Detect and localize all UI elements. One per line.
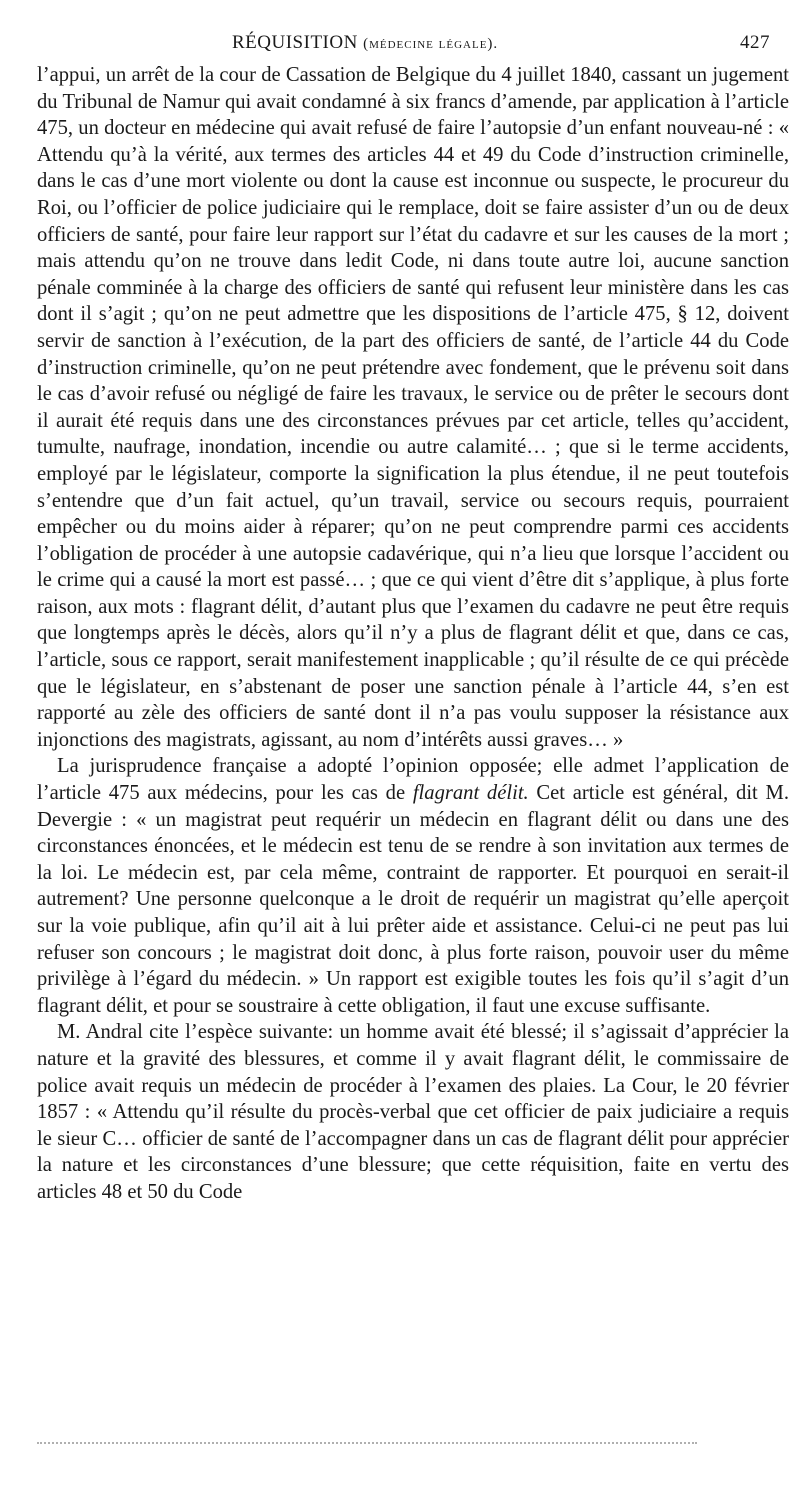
paragraph-3: M. Andral cite l’espèce suivante: un homme avait été blessé; il s’agissait d’apprécier la nature et la gravité des blessures, et comme il y avait flagrant délit, le commissaire de police avait requis un médecin de procéder à l’examen des plaies. La Cour, le 20 février 1857 : « Attendu qu’il résulte du procès-verbal que cet officier de paix judiciaire a requis le sieur C… officier de santé de l’accompagner dans un cas de flagrant délit pour apprécier la nature et les circonstances d’une blessure; que cette réquisition, faite en vertu des articles 48 et 50 du Code <box>37 1021 789 1203</box>
page-number: 427 <box>740 32 770 53</box>
scan-artifact-dots <box>37 1442 697 1448</box>
paragraph-2: La jurisprudence française a adopté l’opinion opposée; elle admet l’application de l’article 475 aux médecins, pour les cas de flagrant délit. Cet article est général, dit M. Devergie : « un magistrat peut requérir un médecin en flagrant délit ou dans une des circonstances énoncées, et le médecin est tenu de se rendre à son invitation aux termes de la loi. Le médecin est, par cela même, contraint de rapporter. Et pourquoi en serait-il autrement? Une personne quelconque a le droit de requérir un magistrat qu’elle aperçoit sur la voie publique, afin qu’il ait à lui prêter aide et assistance. Celui-ci ne peut pas lui refuser son concours ; le magistrat doit donc, à plus forte raison, pouvoir user du même privilège à l’égard du médecin. » Un rapport est exigible toutes les fois qu’il s’agit d’un flagrant délit, et pour se soustraire à cette obligation, il faut une excuse suffisante. <box>37 755 789 1017</box>
running-head-subtitle: (médecine légale). <box>363 36 499 52</box>
body-text <box>37 62 789 1206</box>
italic-phrase: flagrant délit. <box>412 782 529 805</box>
paragraph-1: l’appui, un arrêt de la cour de Cassation de Belgique du 4 juillet 1840, cassant un jugement du Tribunal de Namur qui avait condamné à six francs d’amende, par application à l’article 475, un docteur en médecine qui avait refusé de faire l’autopsie d’un enfant nouveau-né : « Attendu qu’à la vérité, aux termes des articles 44 et 49 du Code d’instruction criminelle, dans le cas d’une mort violente ou dont la cause est inconnue ou suspecte, le procureur du Roi, ou l’officier de police judiciaire qui le remplace, doit se faire assister d’un ou de deux officiers de santé, pour faire leur rapport sur l’état du cadavre et sur les causes de la mort ; mais attendu qu’on ne trouve dans ledit Code, ni dans toute autre loi, aucune sanction pénale comminée à la charge des officiers de santé qui refusent leur ministère dans les cas dont il s’agit ; qu’on ne peut admettre que les dispositions de l’article 475, § 12, doivent servir de sanction à l’exécution, de la part des officiers de santé, de l’article 44 du Code d’instruction criminelle, qu’on ne peut prétendre avec fondement, que le prévenu soit dans le cas d’avoir refusé ou négligé de faire les travaux, le service ou de prêter le secours dont il aurait été requis dans une des circonstances prévues par cet article, telles qu’accident, tumulte, naufrage, inondation, incendie ou autre calamité… ; que si le terme accidents, employé par le législateur, comporte la signification la plus étendue, il ne peut toutefois s’entendre que d’un fait actuel, qu’un travail, service ou secours requis, pourraient empêcher ou du moins aider à réparer; qu’on ne peut comprendre parmi ces accidents l’obligation de procéder à une autopsie cadavérique, qui n’a lieu que lorsque l’accident ou le crime qui a causé la mort est passé… ; que ce qui vient d’être dit s’applique, à plus forte raison, aux mots : flagrant délit, d’autant plus que l’examen du cadavre ne peut être requis que longtemps après le décès, alors qu’il n’y a plus de flagrant délit et que, dans ce cas, l’article, sous ce rapport, serait manifestement inapplicable ; qu’il résulte de ce qui précède que le législateur, en s’abstenant de poser une sanction pénale à l’article 44, s’en est rapporté au zèle des officiers de santé dont il n’a pas voulu supposer la résistance aux injonctions des magistrats, agissant, au nom d’intérêts aussi graves… » <box>37 64 789 751</box>
running-head <box>0 32 800 58</box>
running-head-title: RÉQUISITION (médecine légale). <box>232 32 499 53</box>
